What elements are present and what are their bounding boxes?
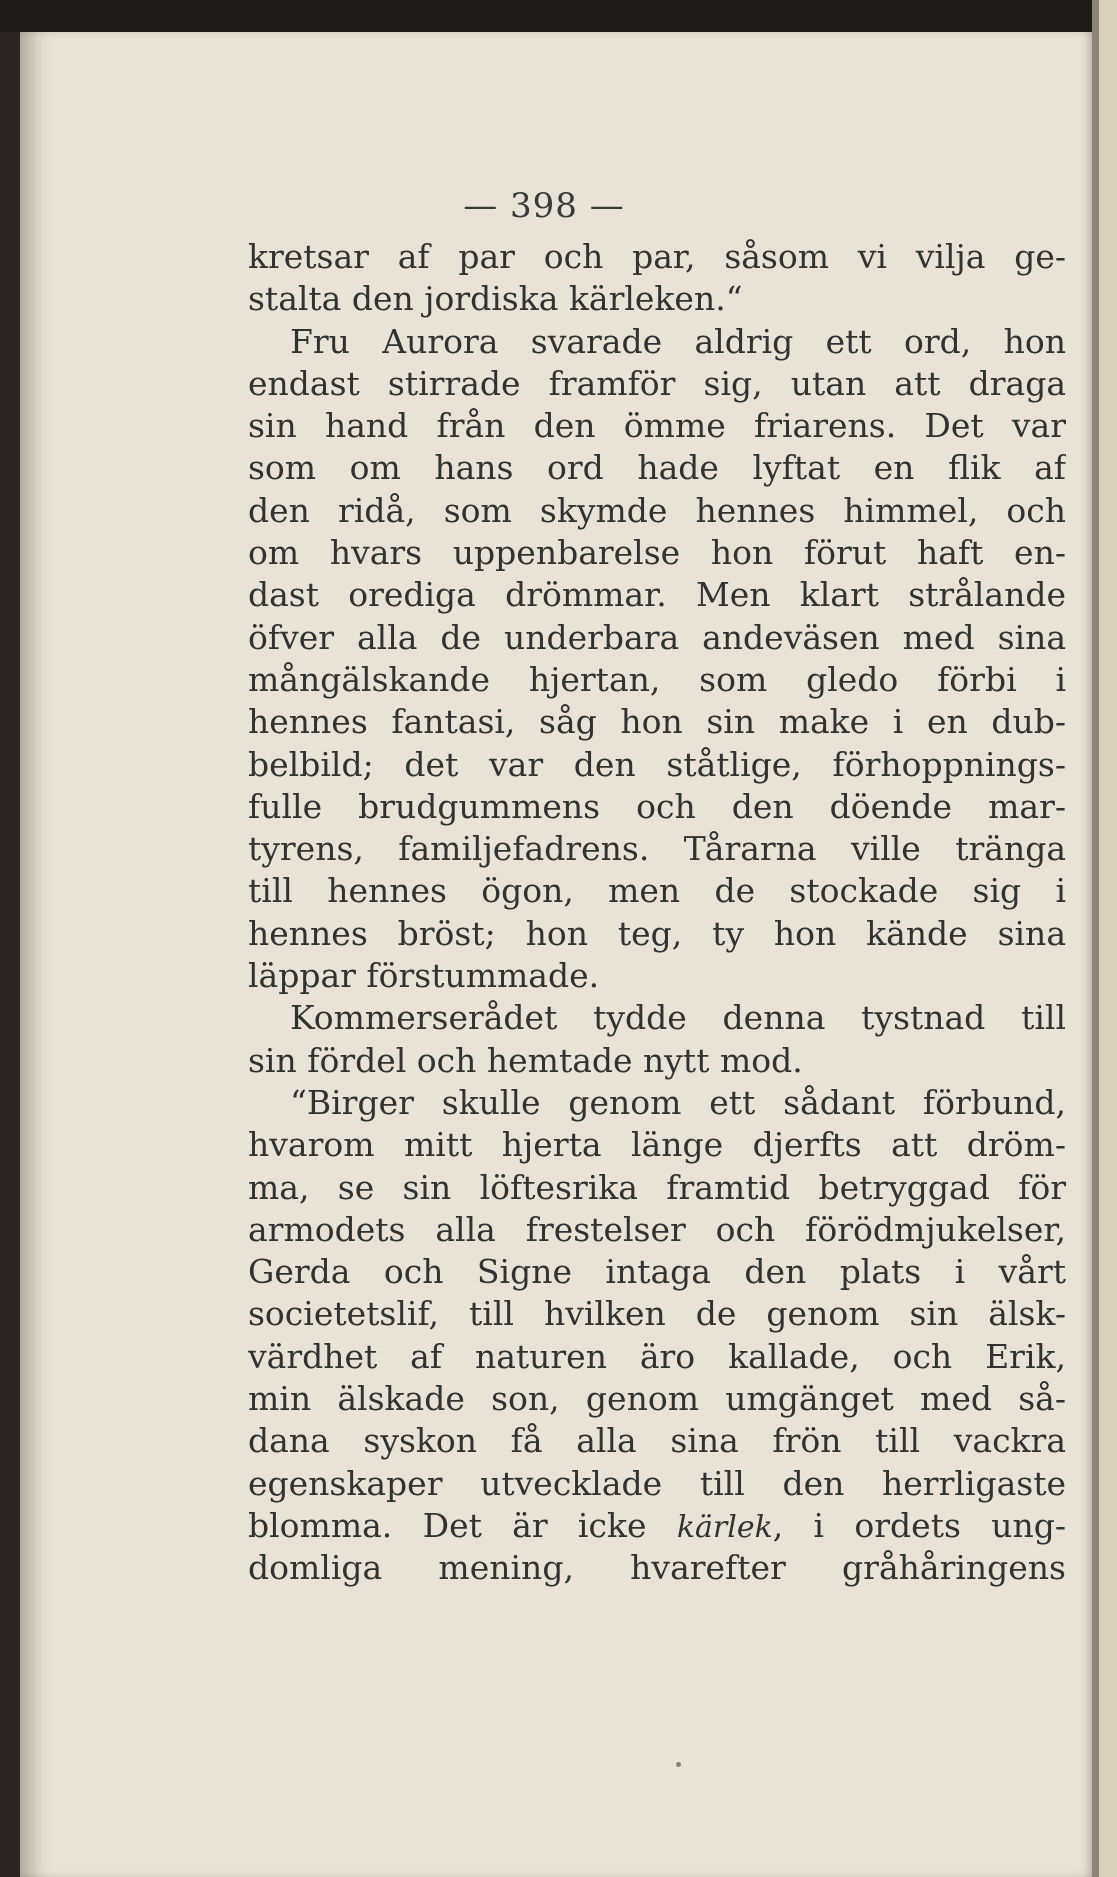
text-line: domliga mening, hvarefter gråhåringens xyxy=(248,1548,1066,1588)
text-line: läppar förstummade. xyxy=(248,956,600,996)
emphasized-word: kärlek xyxy=(676,1509,773,1545)
page-edge-shadow xyxy=(1092,0,1099,1877)
text-line: dast orediga drömmar. Men klart strålande xyxy=(248,575,1066,615)
body-text xyxy=(248,236,1066,1590)
text-line: om hvars uppenbarelse hon förut haft en- xyxy=(248,533,1066,573)
text-line: tyrens, familjefadrens. Tårarna ville tränga xyxy=(248,829,1066,869)
text-line: som om hans ord hade lyftat en flik af xyxy=(248,448,1066,488)
text-line: till hennes ögon, men de stockade sig i xyxy=(248,871,1066,911)
text-line: mångälskande hjertan, som gledo förbi i xyxy=(248,659,1066,699)
text-line: “Birger skulle genom ett sådant förbund, xyxy=(290,1082,1066,1122)
text-line: societetslif, till hvilken de genom sin älsk- xyxy=(248,1294,1066,1334)
text-line xyxy=(248,1505,1066,1547)
text-line: egenskaper utvecklade till den herrligaste xyxy=(248,1463,1066,1503)
text-line: Gerda och Signe intaga den plats i vårt xyxy=(248,1252,1066,1292)
scan-top-edge xyxy=(0,0,1117,32)
text-line: kretsar af par och par, såsom vi vilja ge- xyxy=(248,237,1066,276)
text-line: ma, se sin löftesrika framtid betryggad för xyxy=(248,1167,1066,1207)
scan-right-edge xyxy=(1092,0,1117,1877)
text-line: sin fördel och hemtade nytt mod. xyxy=(248,1040,803,1080)
text-segment: , i ordets ung- xyxy=(772,1505,1066,1545)
text-line: öfver alla de underbara andeväsen med sina xyxy=(248,617,1066,657)
paper-speck xyxy=(676,1762,681,1767)
text-line: sin hand från den ömme friarens. Det var xyxy=(248,406,1066,446)
text-line: hennes fantasi, såg hon sin make i en dub- xyxy=(248,702,1066,742)
page-number: — 398 — xyxy=(463,186,625,226)
text-line: belbild; det var den ståtlige, förhoppnings- xyxy=(248,744,1066,784)
text-line: Fru Aurora svarade aldrig ett ord, hon xyxy=(290,321,1066,361)
text-line: den ridå, som skymde hennes himmel, och xyxy=(248,490,1066,530)
text-line: Kommerserådet tydde denna tystnad till xyxy=(290,998,1066,1038)
text-line: armodets alla frestelser och förödmjukelser, xyxy=(248,1209,1066,1249)
text-line: hennes bröst; hon teg, ty hon kände sina xyxy=(248,913,1066,953)
text-line: värdhet af naturen äro kallade, och Erik, xyxy=(248,1336,1066,1376)
text-segment: blomma. Det är icke xyxy=(248,1505,677,1545)
text-line: min älskade son, genom umgänget med så- xyxy=(248,1379,1066,1419)
text-line: endast stirrade framför sig, utan att draga xyxy=(248,363,1066,403)
text-line: dana syskon få alla sina frön till vackra xyxy=(248,1421,1066,1461)
text-line: fulle brudgummens och den döende mar- xyxy=(248,786,1066,826)
text-line: stalta den jordiska kärleken.“ xyxy=(248,279,743,319)
text-line: hvarom mitt hjerta länge djerfts att dröm- xyxy=(248,1125,1066,1165)
